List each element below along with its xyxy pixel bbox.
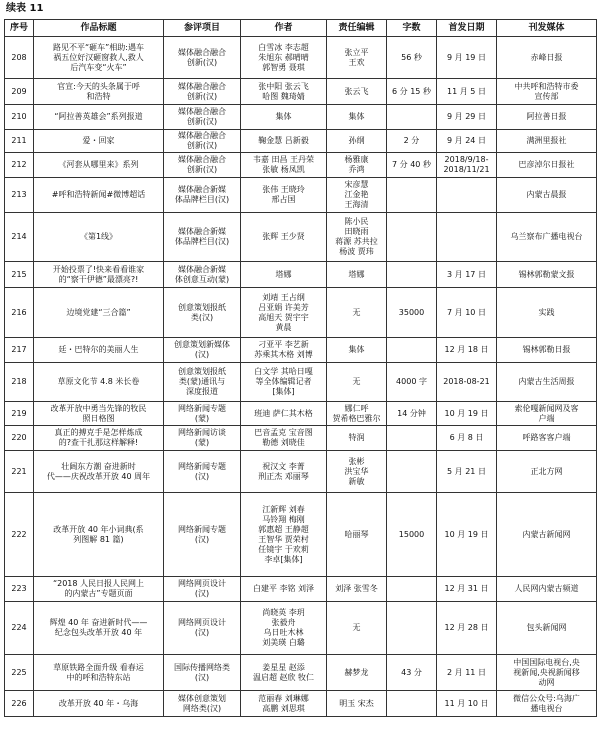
table-cell: 姜星星 赵添 温启超 赵欣 牧仁 xyxy=(241,655,327,691)
table-row xyxy=(5,153,597,178)
table-cell: 张云飞 xyxy=(327,79,387,105)
table-cell: 无 xyxy=(327,363,387,402)
table-cell: 218 xyxy=(5,363,34,402)
table-cell xyxy=(387,213,437,262)
table-cell: 《第1线》 xyxy=(34,213,164,262)
table-cell: 5 月 21 日 xyxy=(437,451,497,493)
table-cell: 7 月 10 日 xyxy=(437,288,497,338)
table-cell: 包头新闻网 xyxy=(497,602,597,655)
table-cell: 6 分 15 秒 xyxy=(387,79,437,105)
table-cell: 明玉 宋杰 xyxy=(327,691,387,717)
table-cell: 改革开放中勇当先锋的牧民 照日格图 xyxy=(34,402,164,426)
table-row xyxy=(5,37,597,79)
table-cell xyxy=(387,451,437,493)
table-row xyxy=(5,577,597,602)
table-cell: 班迪 萨仁其木格 xyxy=(241,402,327,426)
table-cell: 国际传播网络类 (汉) xyxy=(164,655,241,691)
table-cell: 2 月 11 日 xyxy=(437,655,497,691)
table-cell: 祝汉文 李菁 刑正杰 邓丽琴 xyxy=(241,451,327,493)
table-cell xyxy=(437,178,497,213)
table-cell: 尚晓英 李玥 张毅舟 乌日吐木林 刘美瑛 白璐 xyxy=(241,602,327,655)
table-cell: 3 月 17 日 xyxy=(437,262,497,288)
table-cell: 集体 xyxy=(327,338,387,363)
table-cell: 媒体融合融合 创新(汉) xyxy=(164,130,241,153)
table-cell xyxy=(387,105,437,130)
table-cell: 白文学 其哈日嘎 等全体编辑记者 [集体] xyxy=(241,363,327,402)
table-cell: 2018/9/18- 2018/11/21 xyxy=(437,153,497,178)
table-cell: 《河套从哪里来》系列 xyxy=(34,153,164,178)
table-cell: 鞠金慧 吕新毅 xyxy=(241,130,327,153)
table-cell: 巴彦淖尔日报社 xyxy=(497,153,597,178)
header-cell: 责任编辑 xyxy=(327,20,387,37)
table-cell: 创意策划新媒体 (汉) xyxy=(164,338,241,363)
table-cell: 张彬 洪宝华 新敏 xyxy=(327,451,387,493)
table-row xyxy=(5,602,597,655)
table-cell: 35000 xyxy=(387,288,437,338)
table-cell: 网络新闻专题 (蒙) xyxy=(164,402,241,426)
table-cell xyxy=(387,262,437,288)
table-cell: 无 xyxy=(327,602,387,655)
table-cell: 廷・巴特尔的美丽人生 xyxy=(34,338,164,363)
table-cell xyxy=(387,178,437,213)
table-row xyxy=(5,655,597,691)
table-cell xyxy=(387,577,437,602)
table-cell: 12 月 18 日 xyxy=(437,338,497,363)
table-cell: 范丽春 刘琳娜 高鹏 刘思琪 xyxy=(241,691,327,717)
table-cell: #呼和浩特新闻#微博超话 xyxy=(34,178,164,213)
table-cell: “阿拉善英雄会”系列报道 xyxy=(34,105,164,130)
table-cell: 226 xyxy=(5,691,34,717)
table-cell: 网络新闻专题 (汉) xyxy=(164,493,241,577)
table-cell: 塔娜 xyxy=(241,262,327,288)
table-cell: 媒体创意策划 网络类(汉) xyxy=(164,691,241,717)
table-cell: 56 秒 xyxy=(387,37,437,79)
header-row xyxy=(5,20,597,37)
table-cell: 209 xyxy=(5,79,34,105)
table-row xyxy=(5,691,597,717)
table-cell: 白建平 李铭 刘泽 xyxy=(241,577,327,602)
table-cell: 阿拉善日报 xyxy=(497,105,597,130)
table-row xyxy=(5,178,597,213)
table-row xyxy=(5,493,597,577)
table-cell: 2018-08-21 xyxy=(437,363,497,402)
table-row xyxy=(5,262,597,288)
table-caption: 续表 11 xyxy=(6,3,44,14)
table-cell: 224 xyxy=(5,602,34,655)
table-cell: 张中阳 张云飞 哈图 魏琦婧 xyxy=(241,79,327,105)
table-cell: 10 月 19 日 xyxy=(437,402,497,426)
table-cell: 草原文化节 4.8 米长卷 xyxy=(34,363,164,402)
table-cell xyxy=(437,213,497,262)
table-cell: 哈丽琴 xyxy=(327,493,387,577)
table-cell: 网络网页设计 (汉) xyxy=(164,602,241,655)
table-cell: “2018 人民日报人民网上 的内蒙古”专题页面 xyxy=(34,577,164,602)
table-cell: 221 xyxy=(5,451,34,493)
table-row xyxy=(5,426,597,451)
table-cell: 韦嘉 田昌 王丹荣 张敏 杨凤凯 xyxy=(241,153,327,178)
table-cell: 9 月 19 日 xyxy=(437,37,497,79)
table-cell: 9 月 24 日 xyxy=(437,130,497,153)
table-cell: 刁亚平 李艺新 苏乘其木格 刘博 xyxy=(241,338,327,363)
table-cell: 208 xyxy=(5,37,34,79)
table-cell: 改革开放 40 年・乌海 xyxy=(34,691,164,717)
table-cell: 张辉 王少贤 xyxy=(241,213,327,262)
table-cell: 219 xyxy=(5,402,34,426)
table-row xyxy=(5,338,597,363)
table-cell: 改革开放 40 年小词典(系 列图解 81 篇) xyxy=(34,493,164,577)
table-cell: 刘靖 王占纲 吕亚娟 许美芳 高旭天 贺宇宇 黄晨 xyxy=(241,288,327,338)
table-cell: 9 月 29 日 xyxy=(437,105,497,130)
table-cell: 网络网页设计 (汉) xyxy=(164,577,241,602)
table-cell: 真正的搏克手是怎样炼成 的?查干扎那这样解释! xyxy=(34,426,164,451)
table-cell: 索伦嘎新闻网及客 户端 xyxy=(497,402,597,426)
awards-table xyxy=(4,19,597,717)
table-cell: 4000 字 xyxy=(387,363,437,402)
table-cell: 225 xyxy=(5,655,34,691)
table-cell: 中共呼和浩特市委 宣传部 xyxy=(497,79,597,105)
table-cell: 创意策划报纸 类(汉) xyxy=(164,288,241,338)
table-cell: 媒体融合新媒 体创意互动(蒙) xyxy=(164,262,241,288)
table-cell xyxy=(387,691,437,717)
table-cell: 爱・回家 xyxy=(34,130,164,153)
table-cell: 212 xyxy=(5,153,34,178)
table-cell xyxy=(387,338,437,363)
table-cell: 锡林郭勒蒙文报 xyxy=(497,262,597,288)
table-cell: 巴音孟克 宝音图 勒德 刘晓佳 xyxy=(241,426,327,451)
table-cell: 边境党建“三合篇” xyxy=(34,288,164,338)
table-cell: 223 xyxy=(5,577,34,602)
header-cell: 刊发媒体 xyxy=(497,20,597,37)
table-cell: 赤峰日报 xyxy=(497,37,597,79)
table-cell: 12 月 28 日 xyxy=(437,602,497,655)
table-cell: 宋彦慧 江金艳 王海清 xyxy=(327,178,387,213)
table-cell: 路见不平“砸车”相助:遇车 祸五位好汉砸窗救人,救人 后汽车变“火车” xyxy=(34,37,164,79)
header-cell: 字数 xyxy=(387,20,437,37)
table-row xyxy=(5,130,597,153)
table-cell: 媒体融合融合 创新(汉) xyxy=(164,105,241,130)
table-cell: 张伟 王晓玲 邢占国 xyxy=(241,178,327,213)
table-row xyxy=(5,105,597,130)
table-cell: 满洲里报社 xyxy=(497,130,597,153)
table-cell: 集体 xyxy=(241,105,327,130)
table-cell: 43 分 xyxy=(387,655,437,691)
table-cell: 10 月 19 日 xyxy=(437,493,497,577)
table-cell: 内蒙古晨报 xyxy=(497,178,597,213)
table-cell: 白雪冰 李志超 朱旭东 郝晴晴 郭智勇 聂琪 xyxy=(241,37,327,79)
table-cell: 14 分钟 xyxy=(387,402,437,426)
table-cell: 孙纲 xyxy=(327,130,387,153)
table-cell: 媒体融合新媒 体品牌栏目(汉) xyxy=(164,213,241,262)
header-cell: 作者 xyxy=(241,20,327,37)
table-cell: 网络新闻专题 (汉) xyxy=(164,451,241,493)
table-cell: 222 xyxy=(5,493,34,577)
header-cell: 首发日期 xyxy=(437,20,497,37)
table-cell: 开始投票了!快来看看谁家 的“察干伊德”最漂亮?! xyxy=(34,262,164,288)
table-cell: 刘泽 张雪冬 xyxy=(327,577,387,602)
header-cell: 作品标题 xyxy=(34,20,164,37)
table-cell: 216 xyxy=(5,288,34,338)
table-cell: 集体 xyxy=(327,105,387,130)
table-cell: 塔娜 xyxy=(327,262,387,288)
table-cell: 草原铁路全面升级 看春运 中的呼和浩特东站 xyxy=(34,655,164,691)
table-cell: 娜仁呼 贺希格巴雅尔 xyxy=(327,402,387,426)
table-row xyxy=(5,402,597,426)
table-cell: 中国国际电视台,央 视新闻,央视新闻移 动网 xyxy=(497,655,597,691)
table-cell: 网络新闻访谈 (蒙) xyxy=(164,426,241,451)
table-cell: 215 xyxy=(5,262,34,288)
table-cell: 媒体融合融合 创新(汉) xyxy=(164,37,241,79)
table-cell: 11 月 5 日 xyxy=(437,79,497,105)
table-cell: 213 xyxy=(5,178,34,213)
table-cell: 内蒙古新闻网 xyxy=(497,493,597,577)
table-cell: 呼路客客户端 xyxy=(497,426,597,451)
table-cell: 217 xyxy=(5,338,34,363)
table-cell: 江新辉 刘春 马铃翔 梅刚 郭惠超 王静超 王智华 贾荣村 任镜宇 于欢莉 李卓[集体] xyxy=(241,493,327,577)
table-cell: 锡林郭勒日报 xyxy=(497,338,597,363)
table-cell: 实践 xyxy=(497,288,597,338)
table-cell xyxy=(387,602,437,655)
table-cell: 赫梦龙 xyxy=(327,655,387,691)
table-cell: 211 xyxy=(5,130,34,153)
table-cell: 陈小民 田晓雨 蒋源 苏共拉 杨波 贾玮 xyxy=(327,213,387,262)
table-cell: 辉煌 40 年 奋进新时代—— 纪念包头改革开放 40 年 xyxy=(34,602,164,655)
table-cell: 人民网内蒙古频道 xyxy=(497,577,597,602)
table-cell: 15000 xyxy=(387,493,437,577)
table-cell: 214 xyxy=(5,213,34,262)
table-cell: 220 xyxy=(5,426,34,451)
table-cell xyxy=(387,426,437,451)
table-cell: 杨雅康 乔鸿 xyxy=(327,153,387,178)
table-row xyxy=(5,363,597,402)
table-cell: 媒体融合融合 创新(汉) xyxy=(164,79,241,105)
header-cell: 参评项目 xyxy=(164,20,241,37)
table-cell: 2 分 xyxy=(387,130,437,153)
table-cell: 乌兰察布广播电视台 xyxy=(497,213,597,262)
table-cell: 11 月 10 日 xyxy=(437,691,497,717)
table-cell: 内蒙古生活周报 xyxy=(497,363,597,402)
table-row xyxy=(5,288,597,338)
table-cell: 张立平 王欢 xyxy=(327,37,387,79)
table-cell: 12 月 31 日 xyxy=(437,577,497,602)
table-cell: 壮阔东方潮 奋进新时 代——庆祝改革开放 40 周年 xyxy=(34,451,164,493)
table-cell: 特润 xyxy=(327,426,387,451)
table-cell: 7 分 40 秒 xyxy=(387,153,437,178)
table-cell: 媒体融合新媒 体品牌栏目(汉) xyxy=(164,178,241,213)
header-cell: 序号 xyxy=(5,20,34,37)
table-cell: 210 xyxy=(5,105,34,130)
table-row xyxy=(5,213,597,262)
table-cell: 6 月 8 日 xyxy=(437,426,497,451)
table-cell: 无 xyxy=(327,288,387,338)
table-row xyxy=(5,79,597,105)
table-cell: 创意策划报纸 类(蒙)通讯与 深度报道 xyxy=(164,363,241,402)
table-cell: 正北方网 xyxy=(497,451,597,493)
table-cell: 微信公众号:乌海广 播电视台 xyxy=(497,691,597,717)
table-row xyxy=(5,451,597,493)
table-cell: 媒体融合融合 创新(汉) xyxy=(164,153,241,178)
table-cell: 官宣:今天的头条属于呼 和浩特 xyxy=(34,79,164,105)
